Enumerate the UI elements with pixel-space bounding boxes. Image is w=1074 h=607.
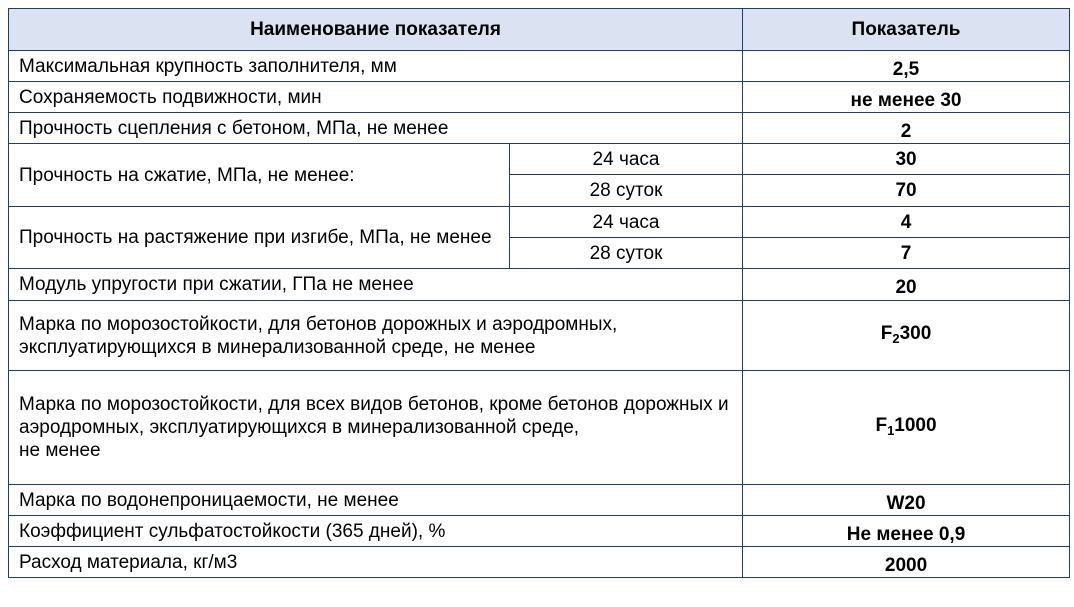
table-row bbox=[9, 516, 1070, 547]
table-row bbox=[9, 547, 1070, 578]
row-period: 28 суток bbox=[510, 175, 743, 207]
row-value: 7 bbox=[743, 238, 1070, 269]
row-name-line: не менее bbox=[19, 440, 101, 461]
table-row bbox=[9, 207, 1070, 238]
row-name-line: Марка по морозостойкости, для всех видов бетонов, кроме бетонов дорожных и аэродромных, эксплуатирующихся в минерализованной среде, bbox=[19, 394, 729, 438]
row-name: Максимальная крупность заполнителя, мм bbox=[9, 51, 743, 82]
value-tail: 1000 bbox=[894, 414, 937, 436]
row-name: Расход материала, кг/м3 bbox=[9, 547, 743, 578]
table-row bbox=[9, 269, 1070, 301]
row-value: 2 bbox=[743, 113, 1070, 144]
row-value: 2000 bbox=[743, 547, 1070, 578]
table-row bbox=[9, 144, 1070, 175]
value-subscript: 1 bbox=[887, 422, 895, 438]
row-name: Коэффициент сульфатостойкости (365 дней), % bbox=[9, 516, 743, 547]
row-value: 2,5 bbox=[743, 51, 1070, 82]
row-value bbox=[743, 301, 1070, 371]
row-value: 30 bbox=[743, 144, 1070, 175]
row-name: Прочность сцепления с бетоном, МПа, не менее bbox=[9, 113, 743, 144]
table-row bbox=[9, 301, 1070, 371]
table-row bbox=[9, 371, 1070, 485]
value-subscript: 2 bbox=[892, 330, 900, 346]
row-name: Модуль упругости при сжатии, ГПа не менее bbox=[9, 269, 743, 301]
table-header-row bbox=[9, 9, 1070, 51]
value-tail: 300 bbox=[899, 322, 932, 344]
row-value: Не менее 0,9 bbox=[743, 516, 1070, 547]
row-name: Марка по водонепроницаемости, не менее bbox=[9, 485, 743, 516]
value-main: F bbox=[875, 414, 888, 436]
row-value: не менее 30 bbox=[743, 82, 1070, 113]
row-value bbox=[743, 371, 1070, 485]
row-value: W20 bbox=[743, 485, 1070, 516]
row-name bbox=[9, 371, 743, 485]
row-value: 20 bbox=[743, 269, 1070, 301]
row-value: 70 bbox=[743, 175, 1070, 207]
properties-table bbox=[8, 8, 1070, 578]
table-row bbox=[9, 485, 1070, 516]
header-value: Показатель bbox=[743, 9, 1070, 51]
table-row bbox=[9, 51, 1070, 82]
row-name: Марка по морозостойкости, для бетонов дорожных и аэродромных, эксплуатирующихся в минерализованной среде, не менее bbox=[9, 301, 743, 371]
table-row bbox=[9, 113, 1070, 144]
header-name: Наименование показателя bbox=[9, 9, 743, 51]
row-name: Прочность на сжатие, МПа, не менее: bbox=[9, 144, 510, 207]
row-value: 4 bbox=[743, 207, 1070, 238]
row-period: 28 суток bbox=[510, 238, 743, 269]
row-period: 24 часа bbox=[510, 207, 743, 238]
table-row bbox=[9, 82, 1070, 113]
row-period: 24 часа bbox=[510, 144, 743, 175]
value-main: F bbox=[880, 322, 893, 344]
row-name: Прочность на растяжение при изгибе, МПа, не менее bbox=[9, 207, 510, 269]
row-name: Сохраняемость подвижности, мин bbox=[9, 82, 743, 113]
